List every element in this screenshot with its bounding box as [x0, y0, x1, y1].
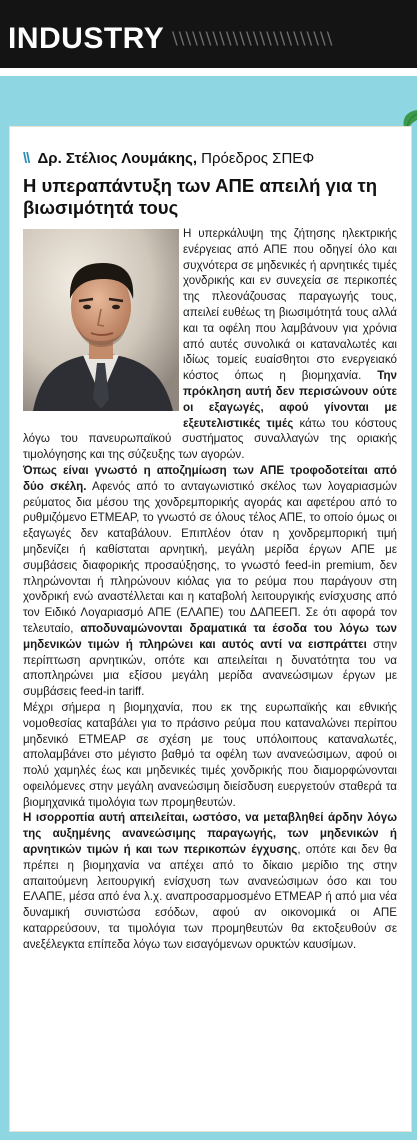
- author-name: Δρ. Στέλιος Λουμάκης,: [37, 150, 197, 167]
- byline-mark-icon: \\: [23, 150, 30, 167]
- paragraph-4-text: , οπότε και δεν θα πρέπει η βιομηχανία να απέχει από το δίκαιο μερίδιο της στην απαιτούμενη λειτουργική ενίσχυση των ανανεώσιμων όσο και του ΕΛΑΠΕ, μέσα από ένα λ.χ. αναπροσαρμοσμένο ΕΤΜΕΑΡ ή από μια νέα δυναμική συνιστώσα εσόδων, αφού αν οικονομικά οι ΑΠΕ καταρρεύσουν, τα τιμολόγια των προμηθευτών θα εκτοξευθούν σε ανεξέλεγκτα επίπεδα λόγω των εισαγόμενων ορυκτών καυσίμων.: [23, 843, 397, 951]
- paragraph-2-bold: αποδυναμώνονται δραματικά τα έσοδα του λόγω των μηδενικών τιμών ή πληρώνει και αυτός αντί να εισπράττει: [23, 621, 397, 651]
- decorative-slashes: \\\\\\\\\\\\\\\\\\\\\\\\: [172, 29, 334, 49]
- paragraph-2-text: Αφενός από το ανταγωνιστικό σκέλος των λογαριασμών ρεύματος δια μέσου της χονδρεμπορικής αγοράς και αφετέρου από το ρυθμιζόμενο ΕΤΜΕΑΡ, το γνωστό σε όλους τέλος ΑΠΕ, το οποίο όμως οι εξαγωγές δεν καταβάλουν. Επιπλέον όταν η χονδρεμπορική τιμή μηδενίζει ή καθίσταται αρνητική, μεγάλη μερίδα έργων ΑΠΕ με συμβάσεις διαφορικής προσαύξησης, το γνωστό feed-in premium, δεν πληρώνονται ή πληρώνουν κιόλας για το ρεύμα που παράγουν στη χονδρική ενώ αναστέλλεται και η καταβολή λειτουργικής ενίσχυσης από τον Ειδικό Λογαριασμό ΑΠΕ (ΕΛΑΠΕ) του ΔΑΠΕΕΠ. Σε ότι αφορά τον τελευταίο,: [23, 479, 397, 635]
- paragraph-2: [23, 463, 397, 700]
- paragraph-3: Μέχρι σήμερα η βιομηχανία, που εκ της ευρωπαϊκής και εθνικής νομοθεσίας καταβάλει για το πράσινο ρεύμα που καταναλώνει περίπου μηδενικό ΕΤΜΕΑΡ σε σχέση με τους υπόλοιπους καταναλωτές, απολαμβάνει στο μέγιστο βαθμό τα οφέλη των ανανεώσιμων, αφού οι πολύ χαμηλές έως και μηδενικές τιμές χονδρικής που διαμορφώνονται οφειλόμενες στην μεγάλη ανανεώσιμη διείσδυση ευεργετούν σταθερά τα βιομηχανικά τιμολόγια των προμηθευτών.: [23, 700, 397, 809]
- section-title: INDUSTRY: [8, 22, 165, 55]
- article-title: Η υπεραπάντυξη των ΑΠΕ απειλή για τη βιωσιμότητά τους: [23, 175, 378, 218]
- photo-spacer: [23, 226, 183, 416]
- paragraph-1-bold: Την πρόκληση αυτή δεν περισώνουν ούτε οι εξαγωγές, αφού γίνονται με εξευτελιστικές τιμές: [183, 369, 397, 430]
- section-header-bar: [0, 0, 417, 68]
- byline: [23, 150, 314, 167]
- paragraph-2-tail: στην περίπτωση αρνητικών, οπότε και απειλείται η δυνατότητα του να αποπληρώνει μια εξίσου μεγάλη μερίδα ανανεώσιμων έργων με συμβάσεις feed-in tariff.: [23, 637, 398, 699]
- paragraph-1-text: Η υπερκάλυψη της ζήτησης ηλεκτρικής ενέργειας από ΑΠΕ που οδηγεί όλο και συχνότερα σε μηδενικές ή αρνητικές τιμές χονδρικής και εν συνεχεία σε περικοπές της πλεονάζουσας παραγωγής τους, απειλεί ευθέως τη βιωσιμότητά τους αλλά και τα οφέλη που λαμβάνουν για χρόνια από αυτές συνολικά οι καταναλωτές και ιδίως τομείς ευαίσθητοι στο ενεργειακό κόστος όπως η βιομηχανία.: [183, 227, 397, 383]
- paragraph-1-tail: κάτω του κόστους λόγω του πανευρωπαϊκού συστήματος συναλλαγών της οριακής τιμολόγησης και της σύζευξης των αγορών.: [23, 416, 397, 462]
- author-role: Πρόεδρος ΣΠΕΦ: [197, 150, 315, 167]
- paragraph-2-lead: Όπως είναι γνωστό η αποζημίωση των ΑΠΕ τροφοδοτείται από δύο σκέλη.: [23, 463, 397, 493]
- paragraph-4: [23, 810, 397, 952]
- paragraph-4-lead: Η ισορροπία αυτή απειλείται, ωστόσο, να μεταβληθεί άρδην λόγω της αυξημένης ανανεώσιμης παραγωγής, των μηδενικών ή αρνητικών τιμών ή και των περικοπών έγχυσης: [23, 811, 397, 857]
- article-body: [23, 226, 397, 953]
- header-divider: [0, 68, 417, 76]
